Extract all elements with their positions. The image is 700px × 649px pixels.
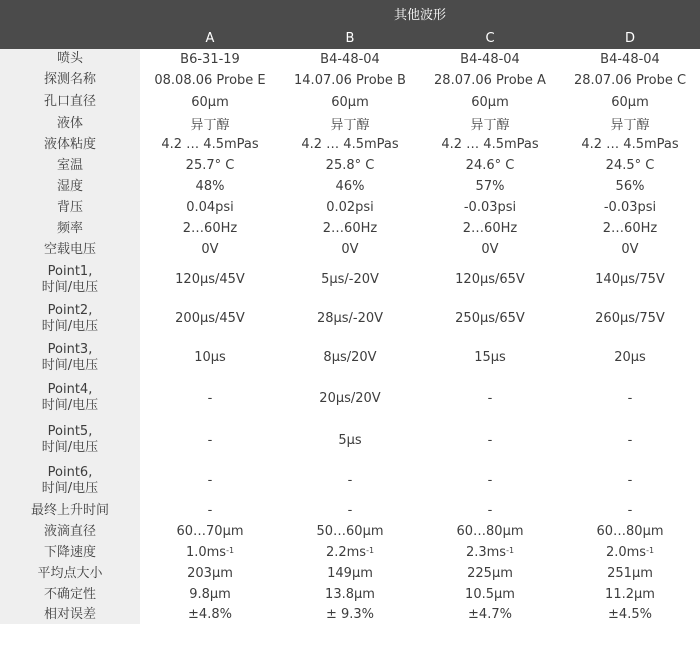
table-body [0, 49, 700, 624]
row-label-line: 时间/电压 [41, 318, 99, 334]
row-label [0, 134, 140, 155]
table-cell: B4-48-04 [600, 51, 660, 67]
row-label [0, 197, 140, 218]
row-label-line: Point5, [47, 424, 93, 439]
row-label-line: 平均点大小 [37, 565, 103, 581]
table-row [0, 605, 700, 624]
row-label [0, 218, 140, 239]
row-label-line: 不确定性 [43, 586, 96, 602]
row-label [0, 338, 140, 377]
table-cell: - [627, 432, 633, 448]
table-row [0, 500, 700, 521]
row-label [0, 377, 140, 419]
table-cell: 0.04psi [186, 200, 234, 215]
table-cell: ±4.5% [608, 607, 652, 622]
row-label [0, 239, 140, 260]
column-header-empty [0, 27, 140, 49]
table-cell: 149μm [327, 566, 373, 581]
table-cell: 120μs/65V [455, 272, 525, 287]
table-row [0, 218, 700, 239]
table-row [0, 521, 700, 542]
table-cell: 60μm [331, 94, 369, 110]
table-cell: - [487, 432, 493, 448]
table-cell: 48% [195, 179, 225, 194]
column-header-a: A [205, 30, 215, 46]
table-cell: 0.02psi [326, 200, 374, 215]
table-cell: 28.07.06 Probe A [434, 72, 546, 88]
row-label-line: 孔口直径 [43, 94, 96, 109]
table-cell: 60μm [611, 94, 649, 110]
column-header-b: B [345, 30, 355, 46]
table-cell: 250μs/65V [455, 311, 525, 326]
table-cell: 1.0ms $^{-1}$ [185, 545, 235, 560]
row-label [0, 419, 140, 461]
row-label-line: 空载电压 [43, 241, 96, 257]
row-label-line: 液体粘度 [43, 136, 96, 152]
row-label [0, 542, 140, 563]
table-cell: - [487, 390, 493, 406]
row-label-line: 最终上升时间 [30, 502, 109, 518]
table-cell: 2…60Hz [322, 221, 378, 236]
row-label [0, 176, 140, 197]
row-label [0, 521, 140, 542]
table-cell: 25.8° C [325, 158, 375, 173]
row-label [0, 260, 140, 299]
table-cell: 50…60μm [316, 524, 384, 539]
table-cell: 2…60Hz [602, 221, 658, 236]
table-cell: 15μs [474, 350, 506, 365]
table-cell: - [207, 432, 213, 448]
row-label [0, 584, 140, 605]
table-cell: 28μs/-20V [316, 311, 384, 326]
table-cell: 5μs [338, 432, 362, 448]
table-cell: 56% [615, 179, 645, 194]
row-label [0, 461, 140, 500]
row-label-line: 室温 [56, 157, 83, 173]
table-row [0, 239, 700, 260]
table-cell: - [207, 503, 213, 518]
table-cell: 203μm [187, 566, 233, 581]
row-label-line: 相对误差 [43, 606, 96, 622]
row-label-line: 液滴直径 [43, 523, 96, 539]
row-label [0, 563, 140, 584]
row-label-line: Point3, [47, 341, 93, 357]
table-cell: ±4.8% [188, 607, 232, 622]
table-cell: 60μm [471, 94, 509, 110]
table-cell: 异丁醇 [330, 118, 370, 133]
table-cell: 25.7° C [185, 158, 235, 173]
table-cell: 异丁醇 [470, 118, 510, 133]
table-cell: 120μs/45V [175, 272, 245, 287]
table-row [0, 584, 700, 605]
row-label-line: 下降速度 [43, 544, 96, 560]
table-cell: - [347, 503, 353, 518]
row-label [0, 299, 140, 338]
table-cell: 60…80μm [456, 524, 524, 539]
row-label [0, 113, 140, 134]
table-cell: -0.03psi [603, 200, 657, 215]
table-cell: 46% [335, 179, 365, 194]
row-label-line: Point2, [47, 302, 93, 318]
table-cell: 异丁醇 [190, 118, 230, 133]
row-label-line: 探测名称 [43, 72, 96, 87]
table-cell: - [487, 473, 493, 488]
row-label [0, 69, 140, 91]
table-cell: 13.8μm [325, 587, 375, 602]
table-cell: 4.2 … 4.5mPas [441, 137, 539, 152]
table-cell: 08.08.06 Probe E [154, 72, 266, 88]
table-cell: B4-48-04 [460, 51, 520, 67]
table-cell: 11.2μm [605, 587, 655, 602]
table-row [0, 134, 700, 155]
table-cell: 140μs/75V [595, 272, 665, 287]
table-cell: 251μm [607, 566, 653, 581]
table-cell: 20μs/20V [319, 390, 381, 406]
table-row [0, 113, 700, 134]
table-cell: 60…80μm [596, 524, 664, 539]
row-label-line: 频率 [56, 220, 83, 236]
table-row [0, 155, 700, 176]
table-cell: 2.2ms $^{-1}$ [325, 545, 375, 560]
table-cell: ± 9.3% [325, 607, 375, 622]
table-cell: 200μs/45V [175, 311, 245, 326]
table-cell: 2…60Hz [462, 221, 518, 236]
table-row [0, 176, 700, 197]
row-label-line: 时间/电压 [41, 279, 99, 295]
table-cell: 0V [481, 242, 499, 257]
column-header-c: C [485, 30, 495, 46]
table-cell: 8μs/20V [323, 350, 377, 365]
row-label-line: Point4, [47, 382, 93, 397]
group-header-row [0, 0, 700, 27]
table-cell: 24.6° C [465, 158, 515, 173]
row-label [0, 155, 140, 176]
table-cell: B6-31-19 [180, 51, 240, 67]
table-cell: 60μm [191, 94, 229, 110]
table-cell: 5μs/-20V [321, 272, 379, 287]
column-header-row [0, 27, 700, 49]
table-cell: - [627, 390, 633, 406]
table-cell: - [207, 473, 213, 488]
table-cell: B4-48-04 [320, 51, 380, 67]
table-cell: - [347, 473, 353, 488]
row-label-line: Point6, [47, 464, 93, 480]
table-cell: -0.03psi [463, 200, 517, 215]
table-cell: 4.2 … 4.5mPas [301, 137, 399, 152]
table-cell: 14.07.06 Probe B [294, 72, 406, 88]
table-row [0, 461, 700, 500]
table-cell: 260μs/75V [595, 311, 665, 326]
table-cell: - [627, 503, 633, 518]
table-row [0, 419, 700, 461]
table-cell: 异丁醇 [610, 118, 650, 133]
row-label [0, 91, 140, 113]
table-cell: 2.3ms $^{-1}$ [465, 545, 515, 560]
table-row [0, 260, 700, 299]
table-row [0, 91, 700, 113]
table-cell: 4.2 … 4.5mPas [161, 137, 259, 152]
table-row [0, 69, 700, 91]
row-label-line: 时间/电压 [41, 480, 99, 496]
table-row [0, 49, 700, 69]
row-label-line: 湿度 [56, 178, 83, 194]
table-cell: ±4.7% [468, 607, 512, 622]
row-label [0, 605, 140, 624]
table-cell: 0V [621, 242, 639, 257]
table-row [0, 338, 700, 377]
table-cell: 28.07.06 Probe C [573, 72, 687, 88]
table-cell: 4.2 … 4.5mPas [581, 137, 679, 152]
table-cell: 0V [341, 242, 359, 257]
row-label [0, 49, 140, 69]
table-cell: 9.8μm [189, 587, 231, 602]
row-label-line: 液体 [56, 115, 83, 131]
table-cell: 57% [475, 179, 505, 194]
table-cell: - [207, 390, 213, 406]
table-cell: 20μs [614, 350, 646, 365]
table-cell: 60…70μm [176, 524, 244, 539]
row-label [0, 500, 140, 521]
row-label-line: 时间/电压 [41, 398, 99, 413]
table-row [0, 197, 700, 218]
table-cell: - [627, 473, 633, 488]
row-label-line: Point1, [47, 263, 93, 279]
row-label-line: 时间/电压 [41, 357, 99, 373]
table-row [0, 299, 700, 338]
table-cell: 2.0ms $^{-1}$ [605, 545, 655, 560]
table-cell: 225μm [467, 566, 513, 581]
row-label-line: 喷头 [56, 51, 83, 66]
row-label-line: 背压 [56, 199, 83, 215]
table-cell: - [487, 503, 493, 518]
table-cell: 0V [201, 242, 219, 257]
table-row [0, 542, 700, 563]
row-label-line: 时间/电压 [41, 440, 99, 455]
table-row [0, 377, 700, 419]
table-cell: 2…60Hz [182, 221, 238, 236]
table-cell: 10μs [194, 350, 226, 365]
table-cell: 24.5° C [605, 158, 655, 173]
table-row [0, 563, 700, 584]
group-header: 其他波形 [393, 8, 446, 23]
table-cell: 10.5μm [465, 587, 515, 602]
column-header-d: D [624, 30, 635, 46]
